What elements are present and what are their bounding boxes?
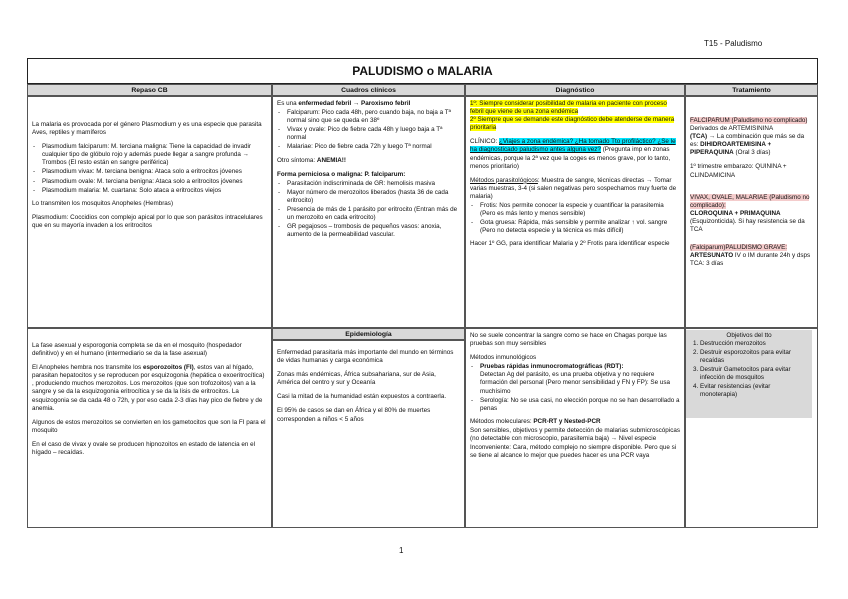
list-item: - Frotis: Nos permite conocer la especie y cuantificar la parasitemia (Pero es más lento y menos sensible) — [480, 202, 680, 218]
diag-concentrar: No se suele concentrar la sangre como se hace en Chagas porque las pruebas son muy sensibles — [470, 332, 667, 348]
text: , estos van al hígado, parasitan hepatocitos y se reproducen por esquizogonia (hepática o exoeritrocítica) , produciendo muchos merozoitos. Los merozoitos (que son trofozoitos) van a la sangre y se da la esquizogonia eritrocítica y se da la lisis de eritrocitos. La esquizogonia se da cada 48 o 72h, y por eso cada 2-3 días hay pico de fiebre y de anemia. — [32, 364, 265, 412]
text: El Anopheles hembra nos transmite los — [32, 364, 142, 372]
list-item — [480, 363, 680, 395]
cuadros-intro — [277, 100, 460, 108]
inmuno-list — [470, 363, 680, 413]
text: (TCA) — [690, 133, 708, 141]
diag-highlight-1 — [470, 100, 680, 116]
text: FALCIPARUM (Paludismo no complicado) — [690, 117, 808, 124]
esporozoitos-term: esporozoitos (FI) — [142, 364, 194, 372]
text: (Pregunta imp en zonas endémicas, porque la 2ª vez que la coges es menos grave, por lo tanto, menos prioritario) — [470, 146, 671, 170]
text: IV o IM durante 24h y dsps TCA: 3 días — [690, 252, 811, 268]
artesunato — [690, 252, 813, 268]
diag-hacer: Hacer 1º GG, para identificar Malaria y 2º Frotis para identificar especie — [470, 240, 670, 248]
col-header-tratamiento: Tratamiento — [685, 84, 818, 96]
diagnostico-bottom-cell — [465, 328, 685, 528]
list-item: 3. Destruir Gametocitos para evitar infección de mosquitos — [700, 366, 808, 382]
plasmodium-list — [32, 143, 267, 195]
pcr-term: PCR-RT y Nested-PCR — [533, 417, 601, 425]
text: (Oral 3 días) — [735, 149, 771, 157]
forma-perniciosa-title: Forma perniciosa o maligna: P. falciparum: — [277, 170, 406, 178]
diag-mol-text: Son sensibles, objetivos y permite detección de malarias submicroscópicas (no detectable con microscopio, parasitemia baja) → Nivel especie — [470, 426, 680, 443]
repaso-gametocitos: Algunos de estos merozoitos se convierten en los gametocitos que son la FI para el mosquito — [32, 418, 266, 434]
list-item: - Presencia de más de 1 parásito por eritrocito (Entran más de un merozoito en cada eritrocito) — [287, 206, 460, 222]
epi-text: Casi la mitad de la humanidad están expuestos a contraerla. — [277, 393, 447, 401]
repaso-ciclo — [32, 364, 267, 413]
text: Detectan Ag del parásito, es una prueba objetiva y no requiere formación del personal (Pero menor sensibilidad y FN y FP): Se usa muchísimo — [480, 371, 671, 395]
col-header-repaso: Repaso CB — [27, 84, 272, 96]
parasit-list — [470, 202, 680, 235]
tca-combo — [690, 133, 813, 157]
text: Métodos moleculares: — [470, 417, 532, 425]
repaso-coccidios: Plasmodium: Coccidios con complejo apical por lo que son parásitos intracelulares que en su mayoría invaden a los eritrocitos — [32, 213, 263, 229]
list-item: - Plasmodium vivax: M. terciana benigna: Ataca solo a eritrocitos jóvenes — [42, 168, 267, 176]
vivax-title — [690, 194, 813, 210]
tratamiento-top-cell — [685, 96, 818, 328]
rdt-term: Pruebas rápidas inmunocromatográficas (RDT): — [480, 363, 624, 371]
page-title: PALUDISMO o MALARIA — [27, 58, 818, 84]
paroxismo-term: enfermedad febril → Paroxismo febril — [298, 100, 411, 107]
repaso-top-cell — [27, 96, 272, 328]
epi-text: El 95% de casos se dan en África y el 80% de muertes corresponden a niños < 5 años — [277, 407, 431, 423]
diag-inmuno-title: Métodos inmunológicos — [470, 354, 537, 362]
text: (Falciparum)PALUDISMO GRAVE: — [690, 244, 788, 252]
text: ARTESUNATO — [690, 252, 734, 260]
col-header-cuadros: Cuadros clínicos — [272, 84, 465, 96]
esquizonticida: (Esquizonticida). Si hay resistencia se da TCA — [690, 217, 805, 234]
text: DIHIDROARTEMISINA + PIPERAQUINA — [690, 141, 772, 157]
embarazo: 1º trimestre embarazo: QUININA + CLINDAMICINA — [690, 163, 787, 179]
cloroquina: CLOROQUINA + PRIMAQUINA — [690, 209, 781, 217]
repaso-bottom-cell — [27, 328, 272, 528]
otro-sintoma — [277, 157, 460, 165]
artemisinina: Derivados de ARTEMISININA — [690, 125, 774, 133]
text: CLÍNICO: — [470, 138, 498, 146]
diagnostico-top-cell — [465, 96, 685, 328]
list-item: - Gota gruesa: Rápida, más sensible y permite analizar ↑ vol. sangre (Pero no detecta especie y la técnica es más difícil) — [480, 219, 680, 235]
repaso-transmision: Lo transmiten los mosquitos Anopheles (Hembras) — [32, 199, 174, 207]
repaso-hipnozoitos: En el caso de vivax y ovale se producen hipnozoitos en estado de latencia en el hígado – recaídas. — [32, 440, 255, 457]
epidemiologia-cell — [272, 340, 465, 528]
list-item: - Plasmodium ovale: M. terciana benigna: Ataca solo a eritrocitos jóvenes — [42, 178, 267, 186]
grave-title — [690, 244, 813, 252]
diag-metodos-parasit — [470, 177, 680, 201]
falciparum-title — [690, 117, 813, 125]
clinico-questions: ¿Viajes a zona endémica? ¿Ha tomado Tto profiláctico? ¿Se le ha diagnosticado paludismo antes alguna vez? — [470, 138, 676, 154]
objetivos-title: Objetivos del tto — [726, 332, 772, 339]
text: VIVAX, OVALE, MALARIAE (Paludismo no complicado): — [690, 193, 810, 209]
col-header-diagnostico: Diagnóstico — [465, 84, 685, 96]
forma-list — [277, 180, 460, 240]
repaso-fase-asexual: La fase asexual y esporogonia completa se da en el mosquito (hospedador definitivo) y en el humano (intermediario se da la fase asexual) — [32, 342, 242, 358]
list-item: - Plasmodium malaria: M. cuartana: Solo ataca a eritrocitos viejos — [42, 187, 267, 195]
text: 2º Siempre que se demande este diagnóstico debe atenderse de manera prioritaria — [470, 116, 675, 132]
diag-clinico — [470, 138, 680, 170]
repaso-intro: La malaria es provocada por el género Plasmodium y es una especie que parasita Aves, reptiles y mamíferos — [32, 121, 262, 137]
objetivos-list — [690, 340, 808, 399]
document-code: T15 - Paludismo — [704, 39, 763, 48]
objetivos-box — [686, 330, 812, 418]
text: Métodos parasitológicos — [470, 176, 538, 184]
list-item: - Mayor número de merozoitos liberados (hasta 36 de cada eritrocito) — [287, 189, 460, 205]
text: Es una — [277, 100, 297, 107]
text: : Muestra de sangre, técnicas directas → Tomar varias muestras, 3-4 (si salen negativas pero sospechamos muy fuerte de malaria) — [470, 176, 677, 200]
list-item: - Malariae: Pico de fiebre cada 72h y luego Tª normal — [287, 143, 460, 151]
epidemiologia-header: Epidemiología — [272, 328, 465, 340]
text: Otro síntoma: — [277, 156, 316, 164]
diag-highlight-2 — [470, 116, 680, 132]
list-item: - Plasmodium falciparum: M. terciana maligna: Tiene la capacidad de invadir cualquier tipo de glóbulo rojo y además puede llegar a sangre profunda → Trombos (El resto están en sangre periférica) — [42, 143, 267, 167]
diag-mol-inconv: Inconveniente: Cara, método complejo no siempre disponible. Pero que si se tiene al alcance lo mejor que puedes hacer es una PCR vaya — [470, 444, 677, 460]
fiebre-list — [277, 109, 460, 151]
list-item: - GR pegajosos – trombosis de pequeños vasos: anoxia, aumento de la permeabilidad vascular. — [287, 223, 460, 239]
list-item: - Serología: No se usa casi, no elección porque no se han desarrollado a penas — [480, 397, 680, 413]
text: 1º: Siempre considerar posibilidad de malaria en paciente con proceso febril que viene de una zona endémica — [470, 100, 667, 116]
text: → La combinación que más se da es: — [690, 133, 805, 149]
list-item: 1. Destrucción merozoitos — [700, 340, 808, 348]
anemia-term: ANEMIA!! — [316, 156, 346, 164]
list-item: - Parasitación indiscriminada de GR: hemolisis masiva — [287, 180, 460, 188]
list-item: 2. Destruir esporozoitos para evitar recaídas — [700, 349, 808, 365]
list-item: 4. Evitar resistencias (evitar monoterapia) — [700, 383, 808, 399]
page-number: 1 — [399, 546, 404, 555]
diag-moleculares — [470, 418, 680, 426]
epi-text: Zonas más endémicas, África subsahariana, sur de Asia, América del centro y sur y Oceanía — [277, 371, 436, 387]
list-item: - Falciparum: Pico cada 48h, pero cuando baja, no baja a Tª normal sino que se queda en 38º — [287, 109, 460, 125]
epi-text: Enfermedad parasitaria más importante del mundo en términos de vidas humanas y carga económica — [277, 349, 454, 365]
cuadros-top-cell — [272, 96, 465, 328]
list-item: - Vivax y ovale: Pico de fiebre cada 48h y luego baja a Tª normal — [287, 126, 460, 142]
